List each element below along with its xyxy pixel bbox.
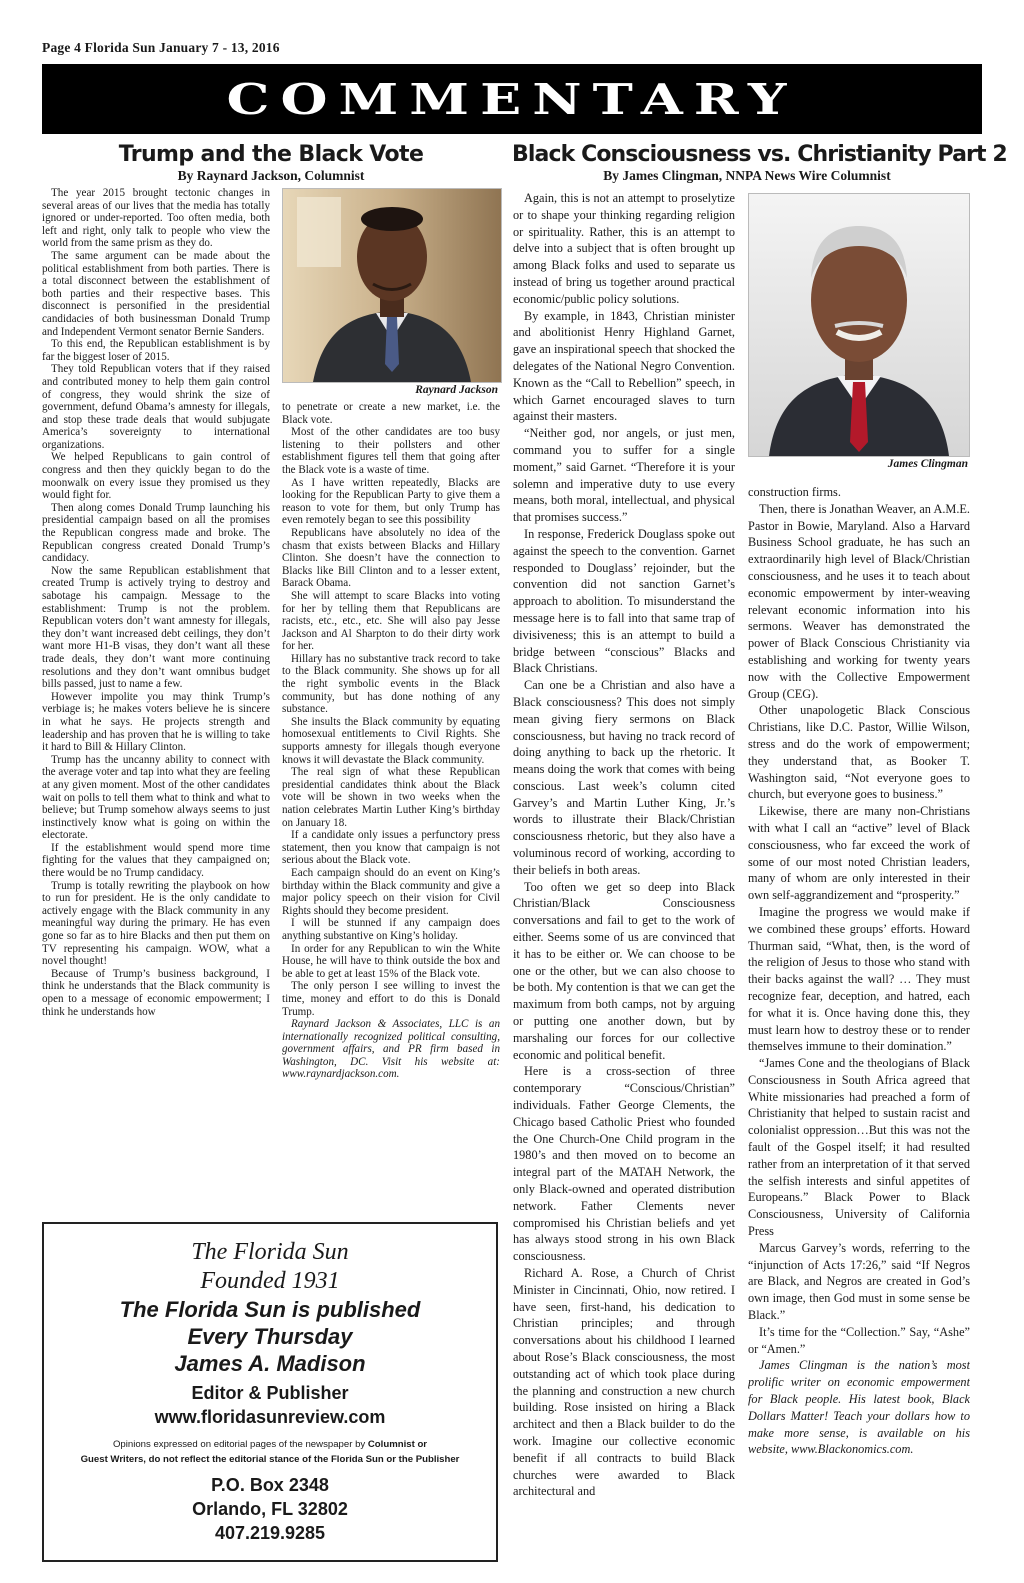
article-paragraph: The real sign of what these Republican presidential candidates think about the Black vote will be shown in two weeks when the nation celebrates Martin Luther King’s birthday on January 18. [282, 766, 500, 829]
article-left-column-2 [282, 401, 500, 1216]
photo-caption-raynard-jackson: Raynard Jackson [415, 384, 498, 396]
article-paragraph: By example, in 1843, Christian minister and abolitionist Henry Highland Garnet, gave an inspirational speech that shocked the delegates of the National Negro Convention. Known as the “Call to Rebellion” speech, in which Garnet encouraged slaves to turn against their masters. [513, 308, 735, 424]
publisher-info-box [42, 1222, 498, 1562]
article-paragraph: Here is a cross-section of three contemporary “Conscious/Christian” individuals. Father George Clements, the Chicago based Catholic Priest who founded the One Church-One Child program in the 1980’s and then moved on to become an integral part of the MATAH Network, the only Black-owned and operated distribution network. Father Clements never compromised his Christian beliefs and yet has always stood strong in his own Black consciousness. [513, 1064, 735, 1264]
photo-caption-james-clingman: James Clingman [887, 458, 968, 470]
pubbox-founded: Founded 1931 [200, 1268, 340, 1294]
article-paragraph: We helped Republicans to gain control of congress and then they quickly began to do the moonwalk on every issue they promised us they would fight for. [42, 451, 270, 502]
byline-james-clingman: By James Clingman, NNPA News Wire Columnist [603, 168, 891, 183]
author-bio: Raynard Jackson & Associates, LLC is an internationally recognized political consulting, government affairs, and PR firm based in Washington, DC. Visit his website at: www.raynardjackson.com. [282, 1018, 500, 1081]
pubbox-po-box: P.O. Box 2348 [211, 1475, 329, 1495]
photo-raynard-jackson [282, 188, 502, 383]
article-paragraph: Likewise, there are many non-Christians with what I call an “active” level of Black consciousness, who far exceed the work of some of our most noted Christian leaders, many of whom are only interested in their own self-aggrandizement and “prosperity.” [748, 804, 970, 903]
pubbox-disclaimer-1a: Opinions expressed on editorial pages of the newspaper by [112, 1439, 368, 1450]
pubbox-city: Orlando, FL 32802 [192, 1499, 348, 1519]
article-paragraph: However impolite you may think Trump’s verbiage is; he makes voters believe he is sincere in what he says. He projects strength and leadership and has proven that he is willing to take it hard to Bill & Hillary Clinton. [42, 690, 270, 754]
article-right-column-3 [513, 190, 735, 1555]
section-banner [42, 64, 982, 134]
article-paragraph: to penetrate or create a new market, i.e. the Black vote. [282, 401, 500, 426]
article-paragraph: Hillary has no substantive track record to take to the Black community. She shows up for all the right symbolic events in the Black community, but has done nothing of any substance. [282, 652, 500, 716]
article-paragraph: “James Cone and the theologians of Black Consciousness in South Africa agreed that White missionaries had preached a form of Christianity that helped to sustain racist and colonialist oppression…But this was not the fault of the Gospel itself; it had resulted rather from an interpretation of it that served the selfish interests and sinful appetites of Europeans.” Black Power to Black Consciousness, University of California Press [748, 1056, 970, 1239]
article-paragraph: They told Republican voters that if they raised and contributed money to help them gain control of congress, they would shrink the size of government, defund Obama’s amnesty for illegals, and stop these trade deals that would subjugate America’s sovereignty to international organizations. [42, 363, 270, 451]
article-paragraph: She insults the Black community by equating homosexual entitlements to Civil Rights. She supports amnesty for illegals though everyone knows it will devastate the Black community. [282, 715, 500, 766]
headline-black-consciousness: Black Consciousness vs. Christianity Part 2 [512, 142, 1007, 167]
article-paragraph: Other unapologetic Black Conscious Christians, like D.C. Pastor, Willie Wilson, stress and do the work of empowerment; they understand that, as Booker T. Washington said, “Not everyone goes to church, but everyone goes to business.” [748, 703, 970, 802]
article-paragraph: If a candidate only issues a perfunctory press statement, then you know that campaign is not serious about the Black vote. [282, 829, 500, 867]
article-paragraph: Imagine the progress we would make if we combined these groups’ efforts. Howard Thurman said, “What, then, is the word of the religion of Jesus to those who stand with their backs against the wall? … They must recognize fear, deception, and hatred, each for what it is. Once having done this, they must learn how to destroy these or to render themselves immune to their domination.” [748, 904, 970, 1054]
article-paragraph: If the establishment would spend more time fighting for the values that they campaigned on; there would be no Trump candidacy. [42, 841, 270, 880]
headline-trump-black-vote: Trump and the Black Vote [118, 142, 424, 167]
pubbox-title: The Florida Sun [191, 1239, 349, 1265]
pubbox-published: The Florida Sun is published [119, 1297, 421, 1322]
article-paragraph: I will be stunned if any campaign does anything substantive on King’s holiday. [282, 917, 500, 942]
pubbox-disclaimer-line-1 [44, 1437, 496, 1452]
portrait-photo-icon [283, 189, 501, 382]
byline-raynard-jackson: By Raynard Jackson, Columnist [177, 168, 365, 183]
article-paragraph: Then, there is Jonathan Weaver, an A.M.E. Pastor in Bowie, Maryland. Also a Harvard Business School graduate, he has such an extraordinarily high level of Black/Christian consciousness, and he uses it to teach about economic empowerment by inter-weaving relevant economic information into his sermons. Weaver has demonstrated the power of Black Conscious Christianity via establishing and working for twenty years now with the Collective Empowerment Group (CEG). [748, 501, 970, 701]
pubbox-every-thursday: Every Thursday [187, 1324, 353, 1349]
article-paragraph: Each campaign should do an event on King’s birthday within the Black community and give a major policy speech on their vision for Civil Rights should they become president. [282, 866, 500, 917]
pubbox-website: www.floridasunreview.com [154, 1407, 386, 1427]
article-paragraph: Can one be a Christian and also have a Black consciousness? This does not simply mean giving fiery sermons on Black consciousness, but having no track record of doing anything to back up the rhetoric. It means doing the work that comes with being conscious. Last week’s column cited Garvey’s and Martin Luther King, Jr.’s words to illustrate their Black/Christian consciousness rhetoric, but they also have a voluminous record of working, according to their beliefs in both areas. [513, 678, 735, 877]
article-paragraph: Now the same Republican establishment that created Trump is actively trying to destroy and sabotage his campaign. Message to the establishment: Trump is not the problem. Republican voters don’t want amnesty for illegals, they don’t want increased debt ceilings, they don’t want more H1-B visas, they don’t want all these trade deals, they don’t want more continuing resolutions and they don’t want omnibus budget bills passed, just to name a few. [42, 564, 270, 691]
article-paragraph: Republicans have absolutely no idea of the chasm that exists between Blacks and Hillary Clinton. She doesn’t have the connection to Blacks like Bill Clinton and to a lesser extent, Barack Obama. [282, 526, 500, 590]
article-paragraph: Richard A. Rose, a Church of Christ Minister in Cincinnati, Ohio, now retired. I have seen, first-hand, his dedication to Christian principles; and through conversations about his childhood I learned about Rose’s Black consciousness, the most outstanding act of which took place during the planning and construction a new church building. Rose insisted on hiring a Black architect and then a Black builder to do the work. Imagine our collective economic benefit if all contracts to build Black churches were awarded to Black architectural and [513, 1266, 735, 1499]
article-paragraph: Then along comes Donald Trump launching his presidential campaign based on all the promises the Republican congress made and broke. The Republican congress created Donald Trump’s candidacy. [42, 501, 270, 565]
article-paragraph: In response, Frederick Douglass spoke out against the speech to the convention. Garnet responded to Douglass’ rejoinder, but the convention did not sanction Garnet’s approach to abolition. To misunderstand the message here is to fall into that same trap of divisiveness; this is an attempt to build a bridge between “conscious” Blacks and Black Christians. [513, 526, 735, 676]
article-paragraph: construction firms. [748, 485, 841, 499]
article-paragraph: As I have written repeatedly, Blacks are looking for the Republican Party to give them a reason to vote for them, but only Trump has even remotely began to see this possibility [282, 476, 500, 527]
photo-james-clingman [748, 193, 970, 457]
section-title: COMMENTARY [226, 74, 798, 124]
article-paragraph: “Neither god, nor angels, or just men, command you to suffer for a single moment,” said Garnet. “Therefore it is your solemn and imperative duty to use every means, both moral, intellectual, and physical that promises success.” [513, 426, 735, 525]
article-paragraph: The only person I see willing to invest the time, money and effort to do this is Donald Trump. [282, 980, 500, 1018]
author-bio: James Clingman is the nation’s most prolific writer on economic empowerment for Black people. His latest book, Black Dollars Matter! Teach your dollars how to make more sense, is available on his website, www.Blackonomics.com. [748, 1358, 970, 1457]
portrait-photo-icon [749, 194, 969, 456]
article-paragraph: Trump has the uncanny ability to connect with the average voter and tap into what they are feeling at any given moment. Most of the other candidates wait on polls to tell them what to think and what to believe; but Trump somehow always seems to just instinctively know what is going on within the electorate. [42, 753, 270, 842]
article-right-column-4 [748, 484, 970, 1556]
article-paragraph: Marcus Garvey’s words, referring to the “injunction of Acts 17:26,” said “If Negros are Black, and Negros are created in God’s own image, then God must in some sense be Black.” [748, 1240, 970, 1323]
article-paragraph: To this end, the Republican establishment is by far the biggest loser of 2015. [42, 338, 270, 363]
pubbox-editor-title: Editor & Publisher [191, 1383, 349, 1403]
article-left-column-1 [42, 187, 270, 1215]
article-paragraph: Trump is totally rewriting the playbook on how to run for president. He is the only candidate to actively engage with the Black community in any meaningful way during the primary. He has even gone so far as to hire Blacks and then put them on TV representing his campaign. WOW, what a novel thought! [42, 879, 270, 968]
pubbox-editor-name: James A. Madison [174, 1351, 366, 1376]
pubbox-phone: 407.219.9285 [214, 1523, 326, 1543]
article-paragraph: Because of Trump’s business background, I think he understands that the Black community is open to a message of economic empowerment; I think he understands how [42, 967, 270, 1018]
article-paragraph: The year 2015 brought tectonic changes in several areas of our lives that the media has totally ignored or under-reported. Too often media, both left and right, only talk to people who view the world from the same prism as they do. [42, 187, 270, 250]
article-paragraph: Too often we get so deep into Black Christian/Black Consciousness conversations and fail to get to the work of either. Seems some of us are convinced that it has to be either or. We can choose to be one or the other, but we can also choose to be both. My contention is that we can get the maximum from both camps, not by arguing or putting one another down, but by marshaling our forces for our collective economic and political benefit. [513, 879, 735, 1062]
pubbox-disclaimer-line-2: Guest Writers, do not reflect the editorial stance of the Florida Sun or the Publisher [80, 1454, 460, 1465]
article-paragraph: It’s time for the “Collection.” Say, “Ashe” or “Amen.” [748, 1324, 970, 1356]
page-folio: Page 4 Florida Sun January 7 - 13, 2016 [42, 40, 280, 55]
article-paragraph: She will attempt to scare Blacks into voting for her by telling them that Republicans are racists, etc., etc., etc. She will also pay Jesse Jackson and Al Sharpton to do their dirty work for her. [282, 589, 500, 653]
article-paragraph: Again, this is not an attempt to proselytize or to shape your thinking regarding religion or spirituality. Rather, this is an attempt to delve into a subject that is often brought up among Black folks and used to separate us instead of bring us together around practical economic/public policy solutions. [513, 191, 735, 306]
article-paragraph: Most of the other candidates are too busy listening to their pollsters and other establishment figures tell them that going after the Black vote is a waste of time. [282, 426, 500, 476]
article-paragraph: In order for any Republican to win the White House, he will have to think outside the box and be able to get at least 15% of the Black vote. [282, 942, 500, 980]
pubbox-disclaimer-1b: Columnist or [367, 1439, 428, 1450]
article-paragraph: The same argument can be made about the political establishment from both parties. There is a total disconnect between the establishment of both parties and their respective bases. This disconnect is personified in the presidential candidacies of both businessman Donald Trump and Independent Vermont senator Bernie Sanders. [42, 249, 270, 338]
